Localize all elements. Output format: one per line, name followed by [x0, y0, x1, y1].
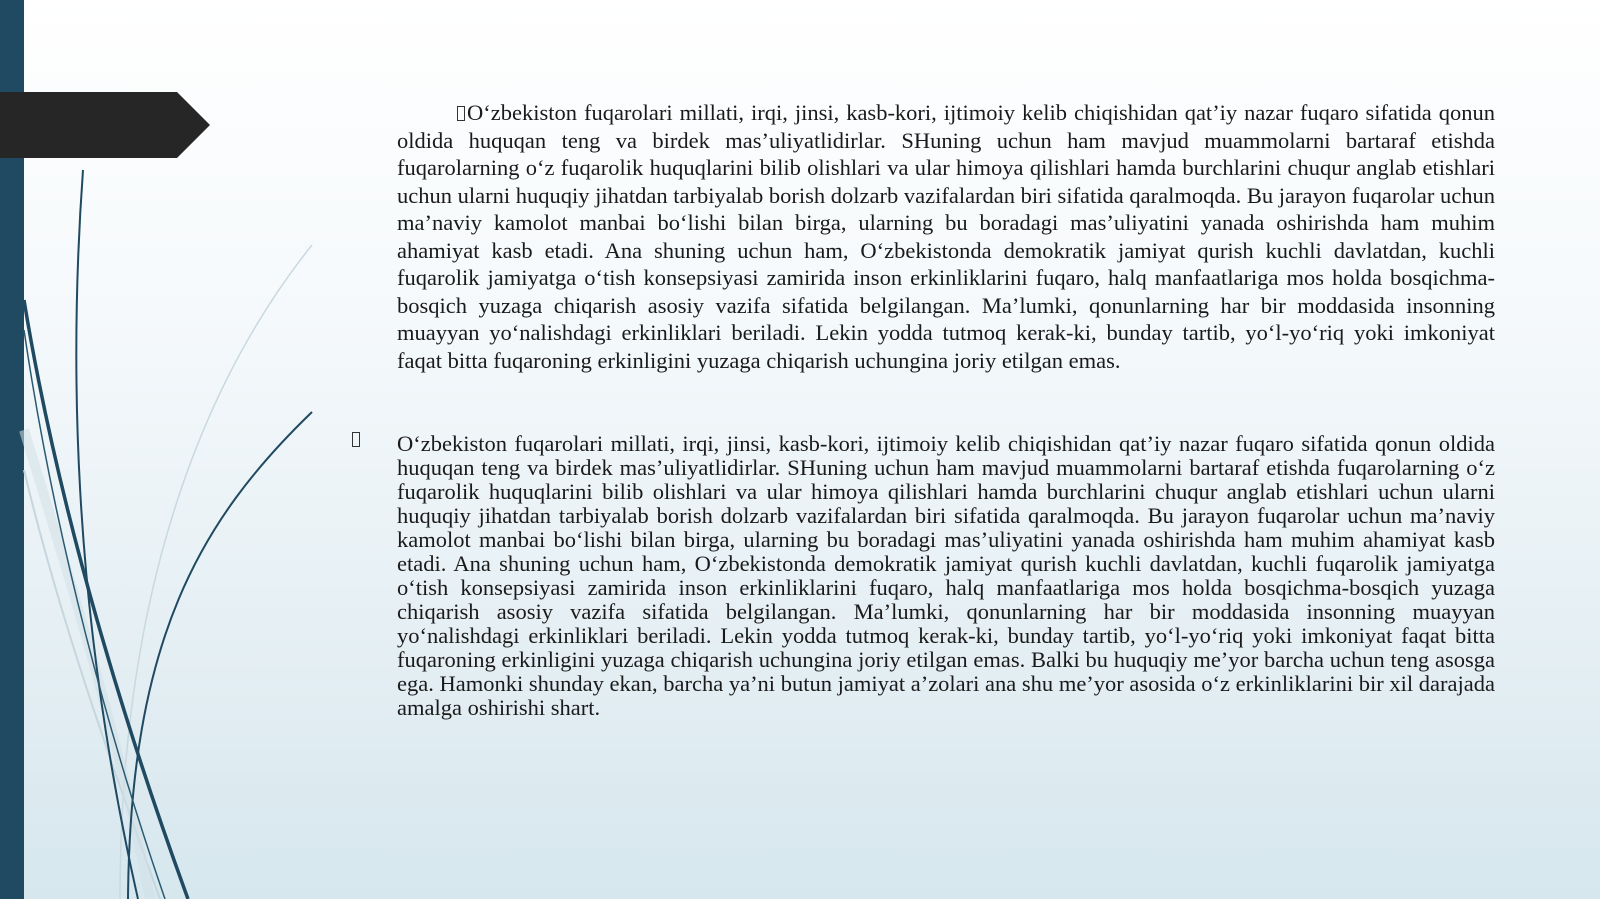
paragraph-2 — [397, 432, 1495, 720]
paragraph-1 — [397, 99, 1495, 374]
arrow-banner — [0, 92, 210, 158]
bullet-icon — [457, 106, 465, 121]
bullet-icon — [352, 432, 360, 447]
paragraph-1-text: O‘zbekiston fuqarolari millati, irqi, jinsi, kasb-kori, ijtimoiy kelib chiqishidan qat’iy nazar fuqaro sifatida qonun oldida huquqan teng va birdek mas’uliyatlidirlar. SHuning uchun ham mavjud muammolarni bartaraf etishda fuqarolarning o‘z fuqarolik huquqlarini bilib olishlari va ular himoya qilishlari hamda burchlarini chuqur anglab etishlari uchun ularni huquqiy jihatdan tarbiyalab borish dolzarb vazifalardan biri sifatida qaralmoqda. Bu jarayon fuqarolar uchun ma’naviy kamolot manbai bo‘lishi bilan birga, ularning bu boradagi mas’uliyatini yanada oshirishda ham muhim ahamiyat kasb etadi. Ana shuning uchun ham, O‘zbekistonda demokratik jamiyat qurish kuchli davlatdan, kuchli fuqarolik jamiyatga o‘tish konsepsiyasi zamirida inson erkinliklarini fuqaro, halq manfaatlariga mos holda bosqichma-bosqich yuzaga chiqarish asosiy vazifa sifatida belgilangan. Ma’lumki, qonunlarning har bir moddasida insonning muayyan yo‘nalishdagi erkinliklari beriladi. Lekin yodda tutmoq kerak-ki, bunday tartib, yo‘l-yo‘riq yoki imkoniyat faqat bitta fuqaroning erkinligini yuzaga chiqarish uchungina joriy etilgan emas. — [397, 100, 1495, 373]
paragraph-2-text: O‘zbekiston fuqarolari millati, irqi, jinsi, kasb-kori, ijtimoiy kelib chiqishidan qat’iy nazar fuqaro sifatida qonun oldida huquqan teng va birdek mas’uliyatlidirlar. SHuning uchun ham mavjud muammolarni bartaraf etishda fuqarolarning o‘z fuqarolik huquqlarini bilib olishlari va ular himoya qilishlari hamda burchlarini chuqur anglab etishlari uchun ularni huquqiy jihatdan tarbiyalab borish dolzarb vazifalardan biri sifatida qaralmoqda. Bu jarayon fuqarolar uchun ma’naviy kamolot manbai bo‘lishi bilan birga, ularning bu boradagi mas’uliyatini yanada oshirishda ham muhim ahamiyat kasb etadi. Ana shuning uchun ham, O‘zbekistonda demokratik jamiyat qurish kuchli davlatdan, kuchli fuqarolik jamiyatga o‘tish konsepsiyasi zamirida inson erkinliklarini fuqaro, halq manfaatlariga mos holda bosqichma-bosqich yuzaga chiqarish asosiy vazifa sifatida belgilangan. Ma’lumki, qonunlarning har bir moddasida insonning muayyan yo‘nalishdagi erkinliklari beriladi. Lekin yodda tutmoq kerak-ki, bunday tartib, yo‘l-yo‘riq yoki imkoniyat faqat bitta fuqaroning erkinligini yuzaga chiqarish uchungina joriy etilgan emas. Balki bu huquqiy me’yor barcha uchun teng asosga ega. Hamonki shunday ekan, barcha ya’ni butun jamiyat a’zolari ana shu me’yor asosida o‘z erkinliklarini bir xil darajada amalga oshirishi shart. — [397, 431, 1495, 720]
